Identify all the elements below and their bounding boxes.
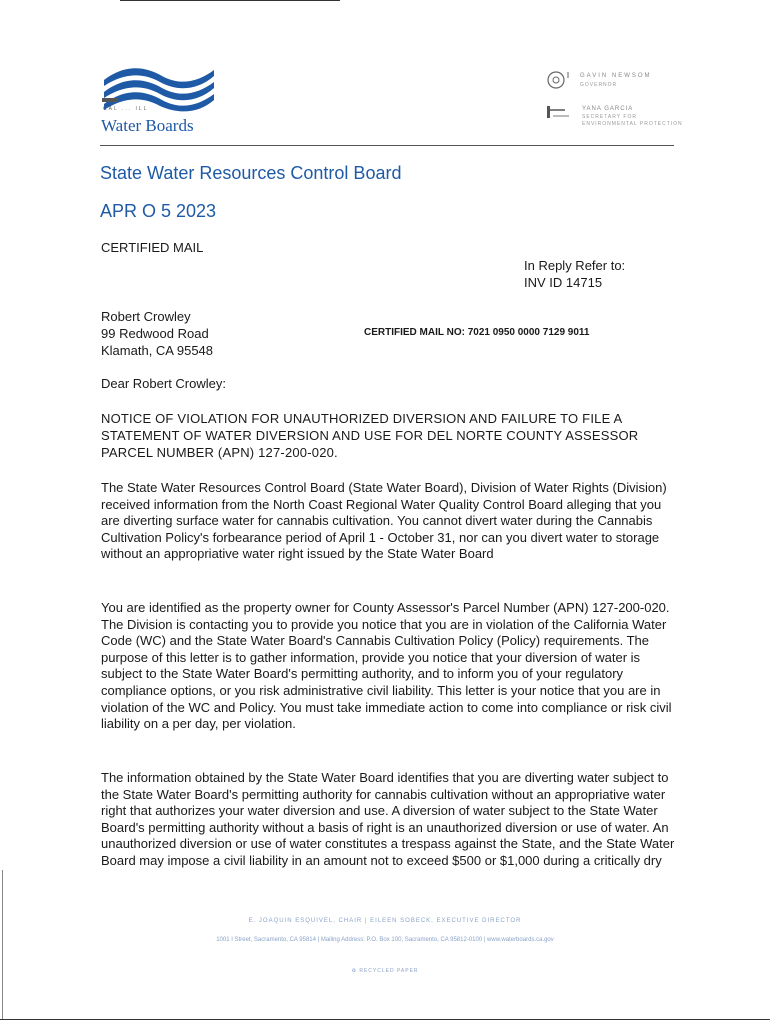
address-line-1: Robert Crowley [101,309,191,324]
reply-reference [524,257,625,291]
footer-leadership: E. JOAQUIN ESQUIVEL, CHAIR | EILEEN SOBECK, EXECUTIVE DIRECTOR [248,918,522,924]
reply-line-1: In Reply Refer to: [524,258,626,273]
governor-name: GAVIN NEWSOM [580,73,652,79]
salutation: Dear Robert Crowley: [101,376,226,391]
logo-name: Water Boards [101,116,194,135]
secretary-name: YANA GARCIA [582,106,634,112]
header-rule [100,145,674,146]
secretary-title: SECRETARY FOR ENVIRONMENTAL PROTECTION [582,114,683,127]
organization-name: State Water Resources Control Board [100,163,402,183]
logo-small-text: CAL ... ILL [103,106,149,112]
bottom-rule [0,1019,770,1020]
address-line-2: 99 Redwood Road [101,326,209,341]
reply-line-2: INV ID 14715 [524,275,603,290]
paragraph-1: The State Water Resources Control Board (State Water Board), Division of Water Rights (Division) received information from the North Coast Regional Water Quality Control Board alleging that you are diverting surface water for cannabis cultivation. You cannot divert water during the Cannabis Cultivation Policy's forbearance period of April 1 - October 31, nor can you divert water to storage without an appropriative water right issued by the State Water Board [101,480,667,562]
address-line-3: Klamath, CA 95548 [101,343,214,358]
recipient-address [101,308,213,359]
paragraph-3: The information obtained by the State Water Board identifies that you are diverting water subject to the State Water Board's permitting authority for cannabis cultivation without an appropriative water right that authorizes your water diversion and use. A diversion of water subject to the State Water Board's permitting authority without a basis of right is an unauthorized diversion or use of water. An unauthorized diversion or use of water constitutes a trespass against the State, and the State Water Board may impose a civil liability in an amount not to exceed $500 or $1,000 during a critically dry [101,770,675,868]
paragraph-2: You are identified as the property owner for County Assessor's Parcel Number (APN) 127-200-020. The Division is contacting you to provide you notice that you are in violation of the California Water Code (WC) and the State Water Board's Cannabis Cultivation Policy (Policy) requirements. The purpose of this letter is to gather information, provide you notice that your diversion of water is subject to the State Water Board's permitting authority, and to inform you of your regulatory compliance options, or you risk administrative civil liability. This letter is your notice that you are in violation of the WC and Policy. You must take immediate action to come into compliance or risk civil liability on a per day, per violation. [101,600,672,732]
recycled-paper-note [0,968,770,974]
notice-subject: NOTICE OF VIOLATION FOR UNAUTHORIZED DIVERSION AND FAILURE TO FILE A STATEMENT OF WATER DIVERSION AND USE FOR DEL NORTE COUNTY ASSESSOR PARCEL NUMBER (APN) 127-200-020. [101,411,639,460]
left-edge-mark [2,870,3,1020]
recycled-label: RECYCLED PAPER [359,968,419,974]
top-rule [120,0,340,1]
letter-date: APR O 5 2023 [100,201,217,221]
state-seal-icon [544,68,572,92]
calepa-logo-icon [545,104,577,122]
certified-mail-label: CERTIFIED MAIL [101,240,204,255]
footer-address: 1001 I Street, Sacramento, CA 95814 | Mailing Address: P.O. Box 100, Sacramento, CA 95812-0100 | www.waterboards.ca.gov [216,937,554,943]
recycle-icon: ♻ [351,968,360,974]
certified-mail-number: CERTIFIED MAIL NO: 7021 0950 0000 7129 9011 [364,327,590,338]
governor-title: GOVERNOR [580,82,618,88]
